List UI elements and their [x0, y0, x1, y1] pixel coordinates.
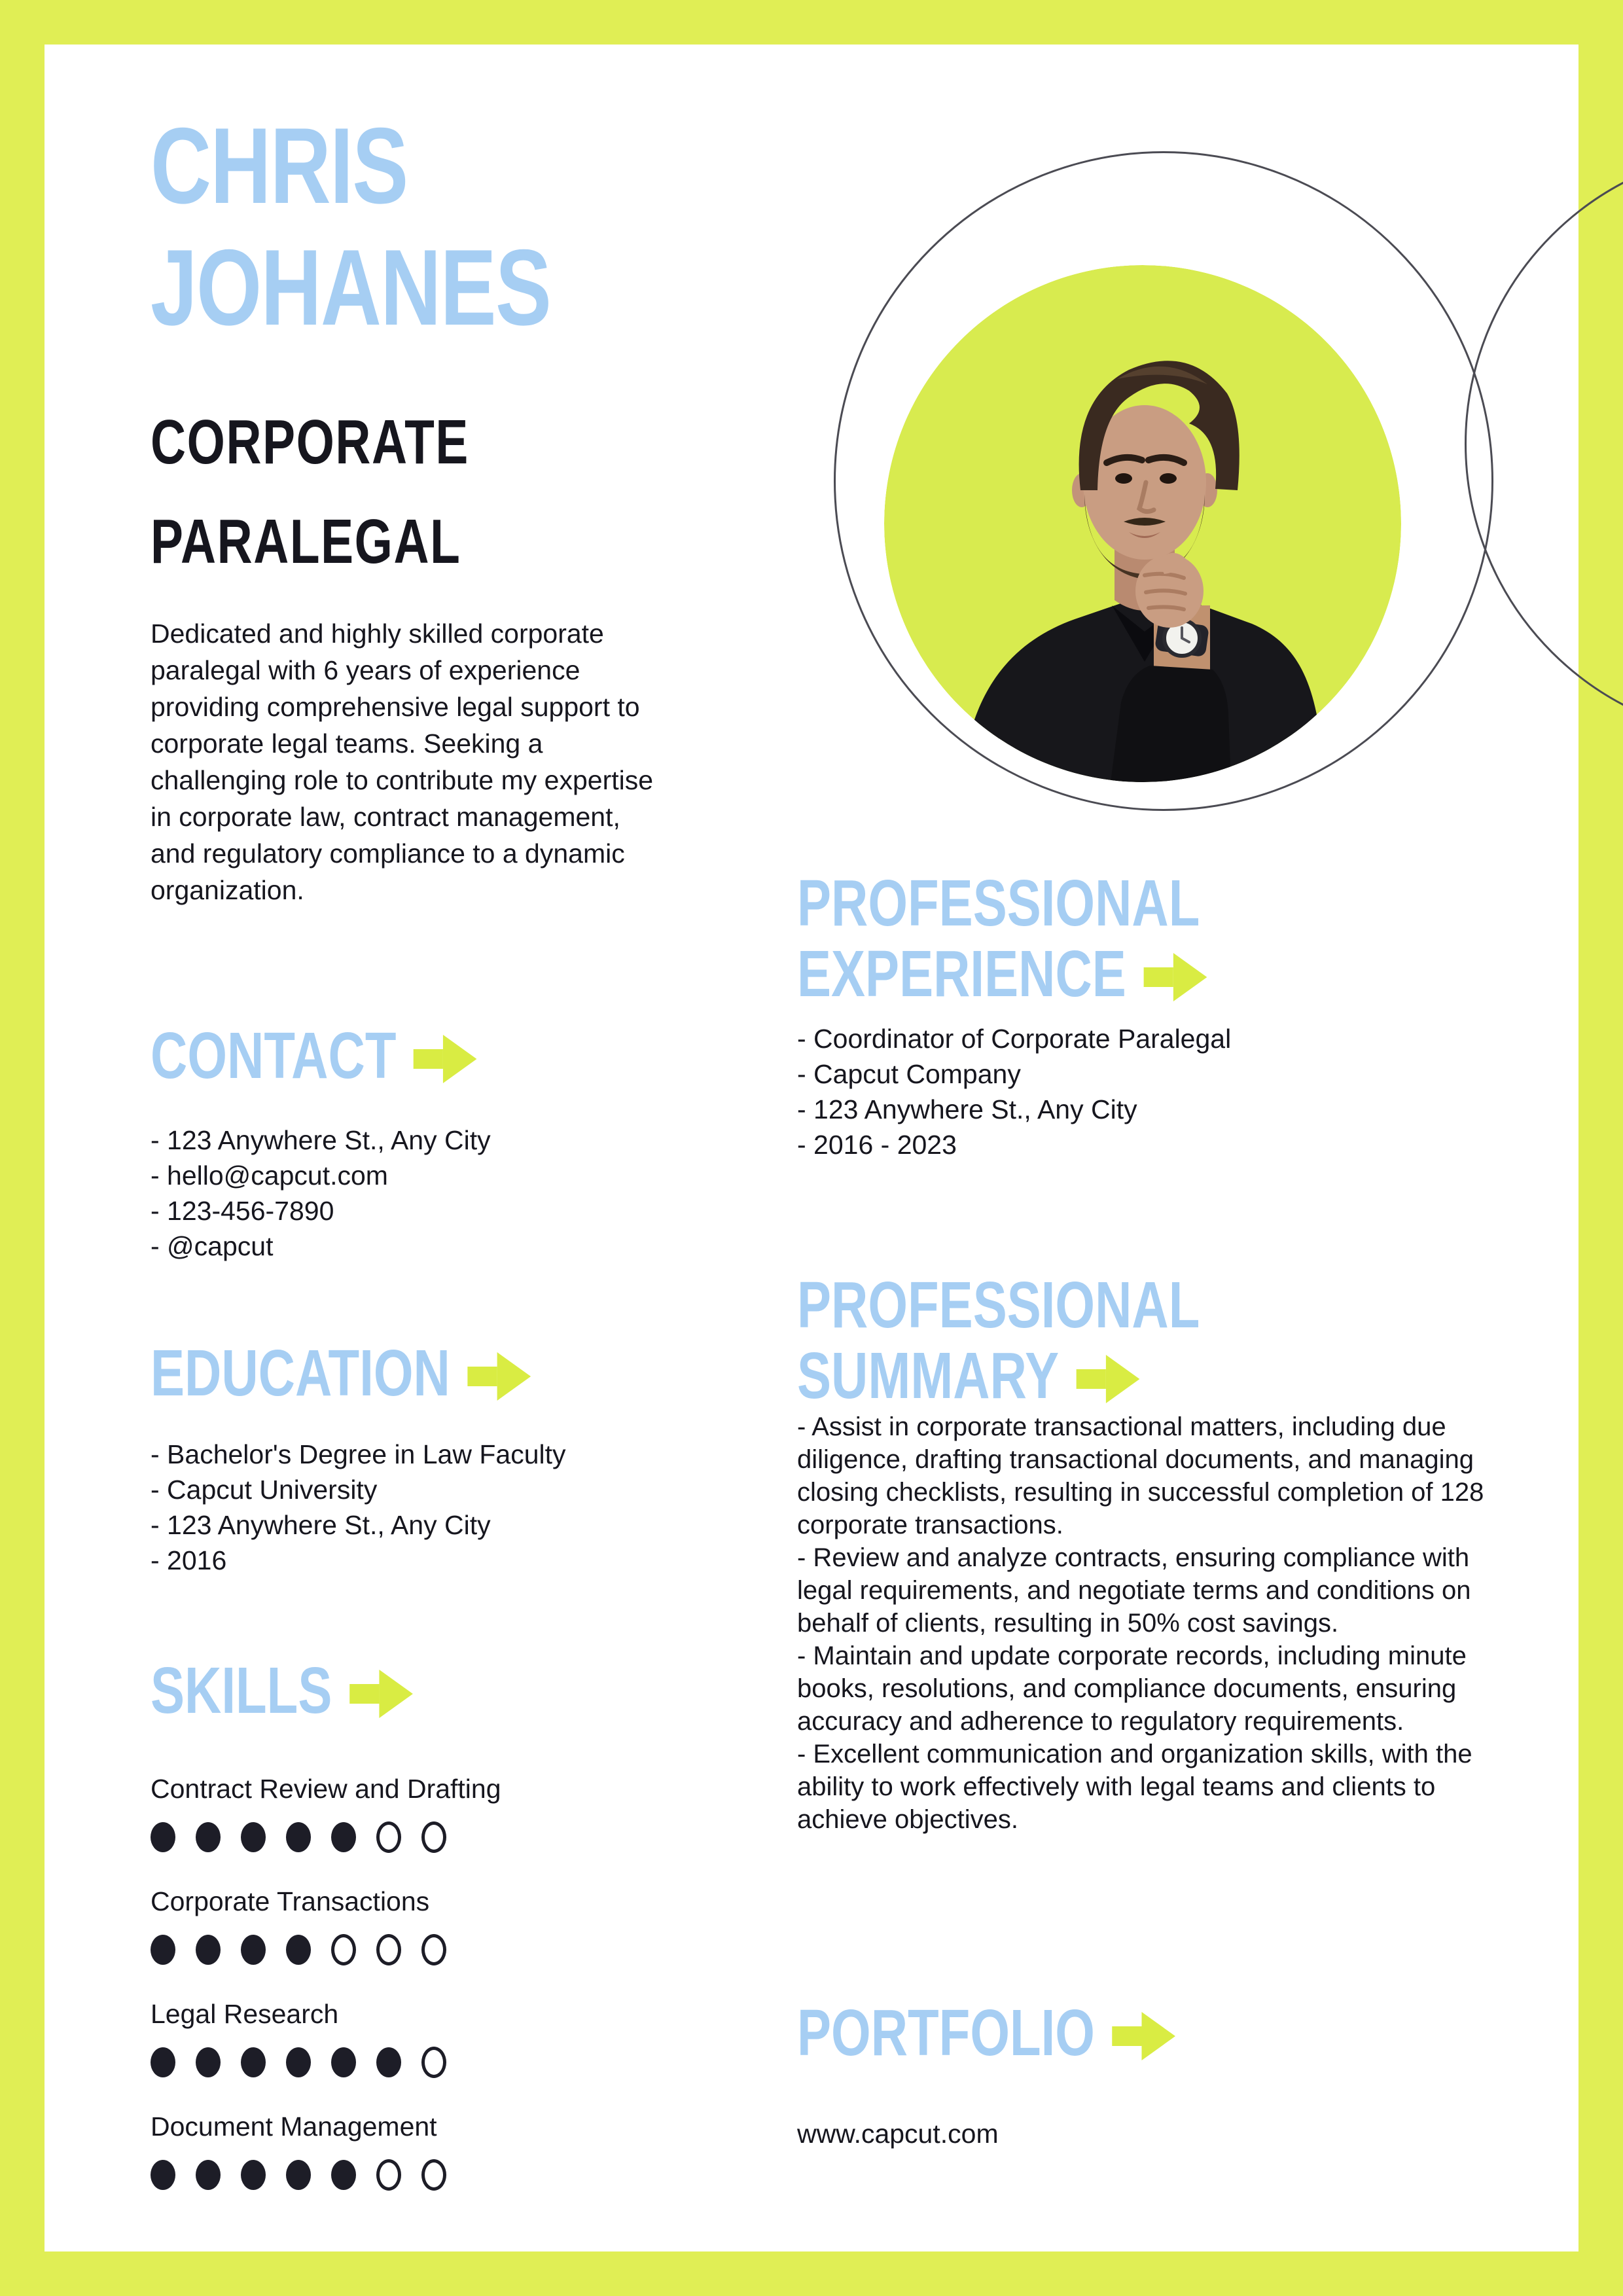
dot-filled-icon [151, 2160, 175, 2190]
summary-bullet: - Assist in corporate transactional matters, including due diligence, drafting transactional documents, and managing closing checklists, resulting in successful completion of 128 corporate transactions. [797, 1412, 1484, 1539]
summary-heading-line2: SUMMARY [797, 1339, 1060, 1412]
skills-list [151, 1772, 713, 2223]
dot-filled-icon [286, 2160, 311, 2190]
dot-filled-icon [151, 1822, 175, 1852]
right-arrow-icon [467, 1352, 533, 1401]
dot-empty-icon [331, 1934, 356, 1965]
contact-item: - @capcut [151, 1231, 274, 1261]
education-item: - Capcut University [151, 1475, 378, 1505]
contact-item: - hello@capcut.com [151, 1160, 388, 1191]
dot-filled-icon [331, 2047, 356, 2077]
dot-filled-icon [196, 2160, 221, 2190]
dot-filled-icon [241, 1935, 266, 1965]
first-name: CHRIS [151, 105, 408, 226]
dot-filled-icon [196, 1935, 221, 1965]
dot-filled-icon [241, 2047, 266, 2077]
skills-heading [151, 1655, 490, 1726]
summary-heading-line1: PROFESSIONAL [797, 1268, 1200, 1342]
skill-level-dots [151, 1822, 713, 1852]
portfolio-heading-label: PORTFOLIO [797, 1996, 1095, 2070]
dot-filled-icon [331, 1822, 356, 1852]
education-heading-label: EDUCATION [151, 1336, 450, 1410]
summary-bullet: - Excellent communication and organization skills, with the ability to work effectively with legal teams and clients to achieve objectives. [797, 1740, 1472, 1834]
contact-item: - 123-456-7890 [151, 1196, 334, 1226]
education-item: - 2016 [151, 1545, 227, 1575]
dot-filled-icon [151, 2047, 175, 2077]
experience-list [797, 1021, 1517, 1162]
job-title [151, 393, 740, 592]
job-title-line2: PARALEGAL [151, 507, 461, 577]
dot-empty-icon [376, 1821, 401, 1853]
dot-filled-icon [286, 2047, 311, 2077]
dot-filled-icon [286, 1822, 311, 1852]
contact-heading-label: CONTACT [151, 1019, 397, 1092]
education-list [151, 1437, 740, 1578]
dot-empty-icon [376, 1934, 401, 1965]
right-arrow-icon [349, 1670, 415, 1718]
skill-name: Document Management [151, 2111, 437, 2142]
contact-item: - 123 Anywhere St., Any City [151, 1125, 491, 1155]
dot-filled-icon [196, 1822, 221, 1852]
skill-level-dots [151, 2047, 713, 2077]
experience-item: - 2016 - 2023 [797, 1130, 957, 1160]
last-name: JOHANES [151, 227, 551, 348]
dot-empty-icon [421, 1934, 446, 1965]
dot-filled-icon [376, 2047, 401, 2077]
skills-heading-label: SKILLS [151, 1654, 332, 1727]
skill-item [151, 1885, 713, 1965]
portfolio-heading [797, 1998, 1285, 2068]
skill-item [151, 1772, 713, 1852]
skill-level-dots [151, 2160, 713, 2190]
skill-item [151, 2110, 713, 2190]
experience-heading [797, 868, 1517, 1009]
education-heading [151, 1338, 641, 1408]
name-block [151, 105, 740, 348]
dot-filled-icon [286, 1935, 311, 1965]
experience-item: - 123 Anywhere St., Any City [797, 1094, 1137, 1124]
experience-item: - Coordinator of Corporate Paralegal [797, 1024, 1232, 1054]
job-title-line1: CORPORATE [151, 407, 469, 477]
right-arrow-icon [1113, 2012, 1178, 2060]
experience-heading-line2: EXPERIENCE [797, 937, 1126, 1011]
skill-name: Legal Research [151, 1999, 339, 2029]
experience-heading-line1: PROFESSIONAL [797, 867, 1200, 940]
education-item: - Bachelor's Degree in Law Faculty [151, 1439, 566, 1469]
education-item: - 123 Anywhere St., Any City [151, 1510, 491, 1540]
right-arrow-icon [1143, 953, 1209, 1001]
skill-name: Corporate Transactions [151, 1886, 430, 1916]
skill-name: Contract Review and Drafting [151, 1774, 501, 1804]
contact-list [151, 1122, 713, 1264]
summary-bullet: - Maintain and update corporate records, including minute books, resolutions, and compliance documents, ensuring accuracy and adherence to regulatory requirements. [797, 1641, 1467, 1736]
dot-filled-icon [241, 1822, 266, 1852]
skill-level-dots [151, 1935, 713, 1965]
decorative-circle-outline-left [834, 151, 1493, 811]
summary-bullet: - Review and analyze contracts, ensuring compliance with legal requirements, and negotiate terms and conditions on behalf of clients, resulting in 50% cost savings. [797, 1543, 1471, 1638]
dot-empty-icon [421, 2047, 446, 2078]
summary-list [797, 1410, 1492, 1836]
portfolio-url: www.capcut.com [797, 2119, 999, 2149]
dot-empty-icon [421, 2159, 446, 2191]
dot-empty-icon [421, 1821, 446, 1853]
contact-heading [151, 1020, 571, 1091]
dot-filled-icon [151, 1935, 175, 1965]
right-arrow-icon [1077, 1355, 1142, 1403]
dot-empty-icon [376, 2159, 401, 2191]
dot-filled-icon [196, 2047, 221, 2077]
dot-filled-icon [331, 2160, 356, 2190]
summary-heading [797, 1270, 1517, 1411]
experience-item: - Capcut Company [797, 1059, 1021, 1089]
dot-filled-icon [241, 2160, 266, 2190]
skill-item [151, 1998, 713, 2077]
intro-paragraph: Dedicated and highly skilled corporate paralegal with 6 years of experience providing comprehensive legal support to corporate legal teams. Seeking a challenging role to contribute my expertise in corporate law, contract management, and regulatory compliance to a dynamic organization. [151, 619, 654, 905]
right-arrow-icon [414, 1035, 479, 1083]
